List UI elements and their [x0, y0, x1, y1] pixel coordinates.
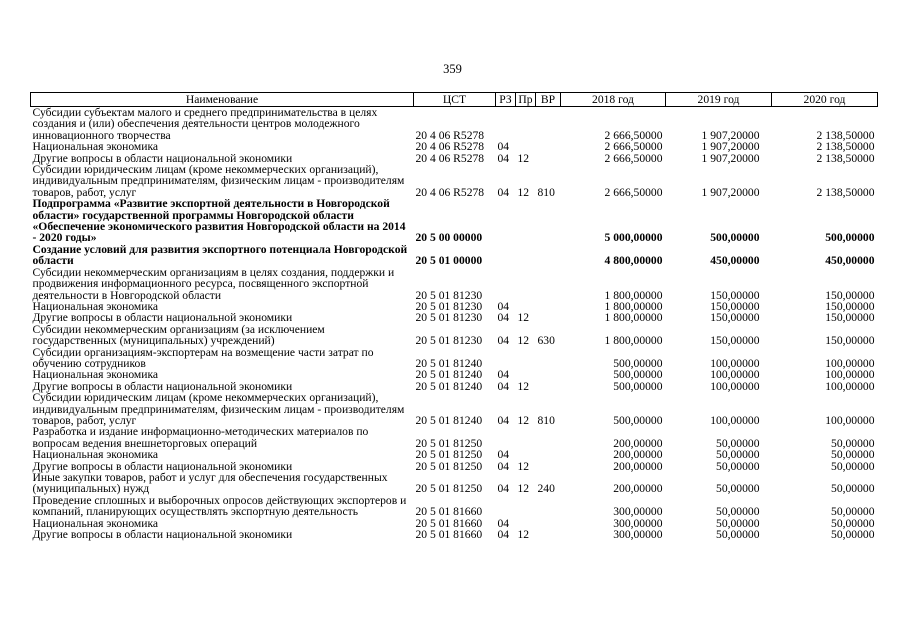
cell-pr — [516, 347, 536, 370]
cell-cst: 20 5 01 81660 — [415, 528, 483, 542]
cell-2020: 2 138,50000 — [816, 128, 875, 142]
cell-vr: 810 — [537, 413, 555, 427]
cell-2020: 50,00000 — [831, 448, 875, 462]
cell-cst: 20 4 06 R5278 — [415, 151, 485, 165]
cell-name: Субсидии субъектам малого и среднего предпринимательства в целях создания и (или) обеспечения деятельности центров молодежного инновационного творчества — [32, 106, 378, 142]
cell-name: Другие вопросы в области национальной экономики — [32, 151, 293, 165]
cell-2020: 50,00000 — [831, 459, 875, 473]
cell-2018: 2 666,50000 — [604, 140, 663, 154]
cell-2018: 1 800,00000 — [604, 288, 663, 302]
cell-2018: 500,00000 — [613, 413, 663, 427]
cell-vr — [536, 312, 561, 323]
cell-cst: 20 4 06 R5278 — [415, 128, 485, 142]
cell-cst: 20 5 01 81660 — [415, 516, 483, 530]
cell-2020: 50,00000 — [831, 516, 875, 530]
cell-2020: 500,00000 — [825, 231, 875, 245]
cell-rz: 04 — [497, 311, 510, 325]
cell-2018: 1 800,00000 — [604, 311, 663, 325]
cell-2019: 100,00000 — [710, 356, 760, 370]
cell-pr — [516, 244, 536, 267]
cell-rz: 04 — [497, 299, 510, 313]
cell-vr: 630 — [537, 334, 555, 348]
table-row — [31, 244, 878, 267]
cell-name: Иные закупки товаров, работ и услуг для обеспечения государственных (муниципальных) нужд — [32, 471, 388, 496]
header-2020: 2020 год — [772, 93, 878, 107]
cell-2019: 150,00000 — [710, 288, 760, 302]
cell-cst: 20 5 01 81240 — [415, 356, 483, 370]
cell-2018: 300,00000 — [613, 516, 663, 530]
cell-vr — [536, 301, 561, 312]
table-row — [31, 529, 878, 540]
cell-2019: 450,00000 — [710, 254, 760, 268]
table-row — [31, 426, 878, 449]
cell-pr — [516, 107, 536, 142]
cell-2018: 1 800,00000 — [604, 299, 663, 313]
cell-vr — [536, 244, 561, 267]
cell-cst: 20 5 01 81230 — [415, 334, 483, 348]
cell-2018: 500,00000 — [613, 356, 663, 370]
cell-2018: 1 800,00000 — [604, 334, 663, 348]
cell-vr: 240 — [537, 482, 555, 496]
cell-cst: 20 5 01 81240 — [415, 368, 483, 382]
cell-pr — [516, 449, 536, 460]
cell-cst: 20 5 01 81250 — [415, 482, 483, 496]
table-row — [31, 347, 878, 370]
cell-vr — [536, 449, 561, 460]
cell-2018: 500,00000 — [613, 379, 663, 393]
cell-2018: 300,00000 — [613, 505, 663, 519]
cell-rz: 04 — [497, 448, 510, 462]
cell-2020: 100,00000 — [825, 368, 875, 382]
cell-rz: 04 — [497, 413, 510, 427]
cell-vr — [536, 141, 561, 152]
cell-rz: 04 — [497, 151, 510, 165]
table-header-row — [31, 93, 878, 107]
cell-2018: 200,00000 — [613, 482, 663, 496]
cell-2019: 100,00000 — [710, 379, 760, 393]
table-row — [31, 472, 878, 495]
cell-2018: 4 800,00000 — [604, 254, 663, 268]
cell-2018: 2 666,50000 — [604, 151, 663, 165]
cell-cst: 20 5 00 00000 — [415, 231, 483, 245]
cell-name: Разработка и издание информационно-методических материалов по вопросам ведения внешнеторговых операций — [32, 425, 369, 450]
cell-2020: 150,00000 — [825, 311, 875, 325]
header-name: Наименование — [31, 93, 414, 107]
cell-pr: 12 — [517, 379, 530, 393]
table-row — [31, 267, 878, 301]
cell-name: Национальная экономика — [32, 140, 159, 154]
table-row — [31, 495, 878, 518]
cell-cst: 20 5 01 81660 — [415, 505, 483, 519]
cell-pr — [516, 495, 536, 518]
page-number: 359 — [443, 62, 462, 76]
table-row — [31, 392, 878, 426]
cell-2018: 200,00000 — [613, 459, 663, 473]
table-row — [31, 164, 878, 198]
cell-2020: 50,00000 — [831, 436, 875, 450]
cell-2020: 100,00000 — [825, 356, 875, 370]
table-row — [31, 198, 878, 244]
header-2019: 2019 год — [666, 93, 772, 107]
cell-2019: 500,00000 — [710, 231, 760, 245]
cell-pr: 12 — [517, 311, 530, 325]
table-row — [31, 449, 878, 460]
budget-table — [30, 92, 878, 540]
table-row — [31, 324, 878, 347]
cell-vr — [536, 198, 561, 244]
cell-2018: 2 666,50000 — [604, 185, 663, 199]
table-row — [31, 141, 878, 152]
cell-rz — [496, 198, 516, 244]
cell-name: Субсидии юридическим лицам (кроме некоммерческих организаций), индивидуальным предпринимателям, физическим лицам - производителям товаров, работ, услуг — [32, 163, 405, 199]
cell-cst: 20 5 01 81230 — [415, 288, 483, 302]
cell-2019: 50,00000 — [716, 436, 760, 450]
cell-2018: 5 000,00000 — [604, 231, 663, 245]
cell-rz: 04 — [497, 185, 510, 199]
cell-2018: 2 666,50000 — [604, 128, 663, 142]
cell-2020: 100,00000 — [825, 413, 875, 427]
cell-cst: 20 5 01 81240 — [415, 413, 483, 427]
cell-rz — [496, 347, 516, 370]
cell-name: Другие вопросы в области национальной экономики — [32, 459, 293, 473]
cell-2020: 2 138,50000 — [816, 151, 875, 165]
cell-2019: 150,00000 — [710, 299, 760, 313]
cell-name: Подпрограмма «Развитие экспортной деятельности в Новгородской области» государственной программы Новгородской области «Обеспечение экономического развития Новгородской области на 2014 - 2020 годы» — [32, 197, 406, 245]
cell-rz — [496, 267, 516, 301]
cell-2020: 2 138,50000 — [816, 185, 875, 199]
cell-2020: 100,00000 — [825, 379, 875, 393]
cell-name: Национальная экономика — [32, 299, 159, 313]
cell-2018: 500,00000 — [613, 368, 663, 382]
cell-pr: 12 — [517, 459, 530, 473]
cell-rz — [496, 244, 516, 267]
cell-pr: 12 — [517, 334, 530, 348]
cell-cst: 20 5 01 81230 — [415, 299, 483, 313]
table-row — [31, 107, 878, 142]
cell-name: Другие вопросы в области национальной экономики — [32, 379, 293, 393]
cell-2020: 50,00000 — [831, 528, 875, 542]
cell-2019: 100,00000 — [710, 368, 760, 382]
cell-vr — [536, 347, 561, 370]
header-pr: Пр — [516, 93, 536, 107]
cell-2019: 150,00000 — [710, 311, 760, 325]
cell-vr — [536, 369, 561, 380]
cell-name: Субсидии юридическим лицам (кроме некоммерческих организаций), индивидуальным предпринимателям, физическим лицам - производителям товаров, работ, услуг — [32, 391, 405, 427]
cell-pr: 12 — [517, 482, 530, 496]
cell-cst: 20 5 01 81250 — [415, 436, 483, 450]
cell-cst: 20 5 01 81250 — [415, 448, 483, 462]
cell-cst: 20 5 01 81230 — [415, 311, 483, 325]
cell-name: Другие вопросы в области национальной экономики — [32, 528, 293, 542]
cell-vr: 810 — [537, 185, 555, 199]
cell-2019: 50,00000 — [716, 505, 760, 519]
cell-2020: 50,00000 — [831, 505, 875, 519]
cell-2020: 150,00000 — [825, 334, 875, 348]
cell-pr: 12 — [517, 151, 530, 165]
cell-pr — [516, 198, 536, 244]
cell-name: Субсидии некоммерческим организациям (за исключением государственных (муниципальных) учреждений) — [32, 322, 325, 348]
header-2018: 2018 год — [561, 93, 666, 107]
cell-pr — [516, 141, 536, 152]
cell-2020: 150,00000 — [825, 288, 875, 302]
cell-cst: 20 4 06 R5278 — [415, 140, 485, 154]
cell-cst: 20 5 01 81240 — [415, 379, 483, 393]
cell-rz: 04 — [497, 368, 510, 382]
cell-rz — [496, 107, 516, 142]
cell-name: Национальная экономика — [32, 448, 159, 462]
cell-2018: 300,00000 — [613, 528, 663, 542]
cell-2020: 2 138,50000 — [816, 140, 875, 154]
cell-vr — [536, 107, 561, 142]
cell-2019: 100,00000 — [710, 413, 760, 427]
cell-pr: 12 — [517, 185, 530, 199]
cell-2019: 50,00000 — [716, 482, 760, 496]
cell-name: Национальная экономика — [32, 516, 159, 530]
cell-2019: 150,00000 — [710, 334, 760, 348]
cell-2019: 1 907,20000 — [701, 185, 760, 199]
cell-rz: 04 — [497, 459, 510, 473]
cell-pr: 12 — [517, 413, 530, 427]
cell-2018: 200,00000 — [613, 448, 663, 462]
cell-name: Национальная экономика — [32, 368, 159, 382]
cell-rz — [496, 495, 516, 518]
cell-rz: 04 — [497, 334, 510, 348]
cell-pr — [516, 267, 536, 301]
cell-rz: 04 — [497, 528, 510, 542]
cell-2019: 50,00000 — [716, 528, 760, 542]
header-vr: ВР — [536, 93, 561, 107]
header-rz: РЗ — [496, 93, 516, 107]
cell-name: Проведение сплошных и выборочных опросов действующих экспортеров и компаний, планирующих осуществлять экспортную деятельность — [32, 493, 407, 519]
cell-vr — [536, 381, 561, 392]
cell-vr — [536, 529, 561, 540]
cell-2020: 450,00000 — [825, 254, 875, 268]
cell-name: Создание условий для развития экспортного потенциала Новгородской области — [32, 242, 408, 268]
cell-rz: 04 — [497, 379, 510, 393]
cell-2020: 50,00000 — [831, 482, 875, 496]
cell-vr — [536, 267, 561, 301]
cell-vr — [536, 461, 561, 472]
cell-vr — [536, 426, 561, 449]
cell-2019: 50,00000 — [716, 459, 760, 473]
cell-cst: 20 5 01 81250 — [415, 459, 483, 473]
cell-2019: 1 907,20000 — [701, 151, 760, 165]
cell-vr — [536, 495, 561, 518]
header-cst: ЦСТ — [414, 93, 496, 107]
cell-vr — [536, 518, 561, 529]
cell-name: Субсидии некоммерческим организациям в целях создания, поддержки и продвижения информационного ресурса, посвященного экспортной деятельности в Новгородской области — [32, 265, 395, 302]
cell-name: Субсидии организациям-экспортерам на возмещение части затрат по обучению сотрудников — [32, 345, 374, 370]
cell-rz: 04 — [497, 482, 510, 496]
table-row — [31, 312, 878, 323]
cell-2020: 150,00000 — [825, 299, 875, 313]
cell-pr — [516, 426, 536, 449]
cell-rz — [496, 426, 516, 449]
cell-vr — [536, 153, 561, 164]
table-body — [31, 107, 878, 541]
cell-2019: 50,00000 — [716, 516, 760, 530]
cell-cst: 20 5 01 00000 — [415, 254, 483, 268]
cell-2019: 1 907,20000 — [701, 128, 760, 142]
cell-name: Другие вопросы в области национальной экономики — [32, 311, 293, 325]
cell-pr: 12 — [517, 528, 530, 542]
cell-2019: 1 907,20000 — [701, 140, 760, 154]
cell-rz: 04 — [497, 140, 510, 154]
cell-2019: 50,00000 — [716, 448, 760, 462]
cell-2018: 200,00000 — [613, 436, 663, 450]
cell-rz: 04 — [497, 516, 510, 530]
cell-cst: 20 4 06 R5278 — [415, 185, 485, 199]
